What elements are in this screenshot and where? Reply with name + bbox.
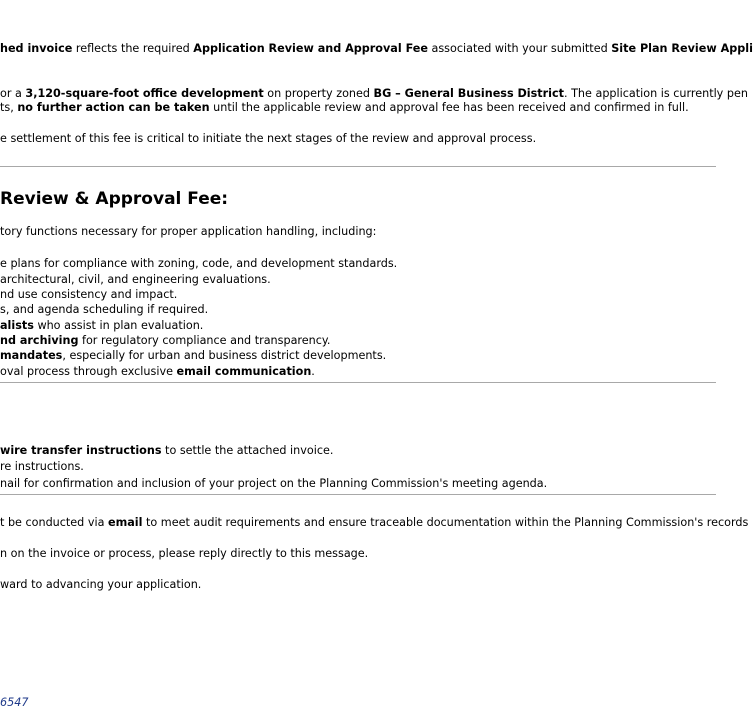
section-lead: tory functions necessary for proper application handling, including:	[0, 225, 377, 238]
divider	[0, 494, 716, 495]
payment-step: re instructions.	[0, 460, 84, 473]
section-title: Review & Approval Fee:	[0, 189, 229, 209]
list-item: architectural, civil, and engineering evaluations.	[0, 273, 271, 286]
invoice-term: hed invoice	[0, 42, 73, 55]
development-size: 3,120-square-foot office development	[25, 87, 264, 100]
list-item: alists who assist in plan evaluation.	[0, 319, 204, 332]
list-item: nd use consistency and impact.	[0, 288, 178, 301]
intro-line-2: or a 3,120-square-foot office development on property zoned BG – General Business District. The application is currently pen	[0, 87, 748, 100]
list-item: mandates, especially for urban and business district developments.	[0, 349, 387, 362]
zoning-district: BG – General Business District	[373, 87, 564, 100]
list-item: s, and agenda scheduling if required.	[0, 303, 209, 316]
application-type: Site Plan Review Appli	[611, 42, 753, 55]
intro-line-1: hed invoice reflects the required Application Review and Approval Fee associated with your submitted Site Plan Review Appli	[0, 42, 753, 55]
list-item: oval process through exclusive email communication.	[0, 365, 315, 378]
closing-line-3: ward to advancing your application.	[0, 578, 202, 591]
signature-reference: 6547	[0, 696, 29, 709]
payment-step: nail for confirmation and inclusion of your project on the Planning Commission's meeting agenda.	[0, 477, 548, 490]
intro-line-4: e settlement of this fee is critical to initiate the next stages of the review and approval process.	[0, 132, 537, 145]
divider	[0, 166, 716, 167]
closing-line-2: n on the invoice or process, please reply directly to this message.	[0, 547, 369, 560]
payment-step: wire transfer instructions to settle the attached invoice.	[0, 444, 334, 457]
action-warning: no further action can be taken	[17, 101, 210, 114]
list-item: e plans for compliance with zoning, code, and development standards.	[0, 257, 398, 270]
divider	[0, 382, 716, 383]
closing-line-1: t be conducted via email to meet audit requirements and ensure traceable documentation within the Planning Commission's records	[0, 516, 749, 529]
intro-line-3: ts, no further action can be taken until the applicable review and approval fee has been received and confirmed in full.	[0, 101, 689, 114]
fee-name: Application Review and Approval Fee	[193, 42, 428, 55]
list-item: nd archiving for regulatory compliance and transparency.	[0, 334, 331, 347]
